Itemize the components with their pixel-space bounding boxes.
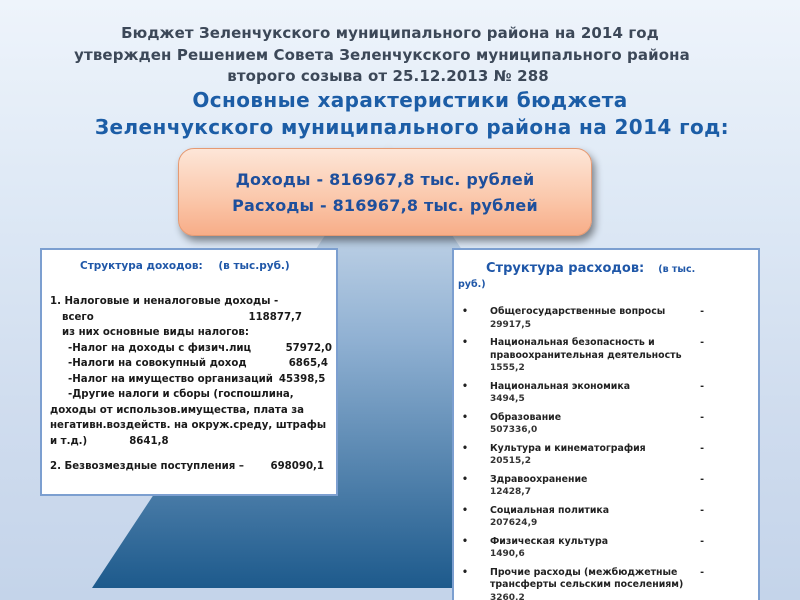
expense-item xyxy=(458,474,752,499)
expense-item-value: 507336,0 xyxy=(490,425,538,435)
expense-unit-part-1: (в тыс. xyxy=(658,264,696,275)
income-other-line-1: -Другие налоги и сборы (госпошлина, xyxy=(68,389,294,400)
expense-item-dash: - xyxy=(700,535,704,547)
expense-title: Структура расходов: xyxy=(486,261,645,276)
expense-item-label: Культура и кинематография xyxy=(490,442,646,454)
tax-value: 45398,5 xyxy=(278,373,326,385)
expense-item-dash: - xyxy=(700,411,704,423)
main-heading-line-2: Зеленчукского муниципального района на 2014 год: xyxy=(94,115,730,139)
expense-item-dash: - xyxy=(700,337,704,348)
income-title-row xyxy=(50,260,332,272)
expense-item xyxy=(458,412,752,437)
income-item-1-total-row xyxy=(50,310,332,326)
total-expense: Расходы - 816967,8 тыс. рублей xyxy=(232,196,538,215)
expense-item xyxy=(458,567,752,600)
tax-value: 57972,0 xyxy=(285,342,332,354)
bullet-icon: • xyxy=(462,411,468,423)
expense-item-label: Социальная политика xyxy=(490,504,610,516)
expense-item-value: 20515,2 xyxy=(490,456,531,466)
income-other-label: и т.д.) xyxy=(50,435,88,447)
bullet-icon: • xyxy=(462,442,468,454)
expense-item xyxy=(458,505,752,530)
expense-title-row xyxy=(458,260,752,279)
bullet-icon: • xyxy=(462,306,468,317)
expense-item-value: 3260,2 xyxy=(490,592,525,600)
expense-item-value: 29917,5 xyxy=(490,319,531,330)
expense-list xyxy=(458,306,752,600)
income-structure-panel xyxy=(40,248,338,496)
expense-item-value: 1490,6 xyxy=(490,549,525,559)
expense-item-dash: - xyxy=(700,380,704,392)
expense-item-label: Национальная экономика xyxy=(490,380,631,392)
expense-item-label: Образование xyxy=(490,411,562,423)
expense-item-dash: - xyxy=(700,442,704,454)
expense-item-value: 207624,9 xyxy=(490,518,538,528)
expense-item-value: 12428,7 xyxy=(490,487,531,497)
expense-item-label: Физическая культура xyxy=(490,535,609,547)
income-title: Структура доходов: xyxy=(80,260,203,272)
header-line-2: утвержден Решением Совета Зеленчукского муниципального района xyxy=(74,46,690,64)
income-unit: (в тыс.руб.) xyxy=(218,260,290,272)
income-tax-row xyxy=(50,341,332,357)
expense-structure-panel xyxy=(452,248,760,600)
expense-item-dash: - xyxy=(700,306,704,317)
bullet-icon: • xyxy=(462,337,468,348)
income-other-line-4 xyxy=(50,434,332,450)
header-line-3: второго созыва от 25.12.2013 № 288 xyxy=(227,67,549,85)
income-item-1-total-label: всего xyxy=(62,311,94,323)
income-item-1-label: 1. Налоговые и неналоговые доходы - xyxy=(50,296,279,307)
tax-label: -Налог на доходы с физич.лиц xyxy=(68,342,252,354)
income-item-2-value: 698090,1 xyxy=(270,461,324,472)
expense-item-label: Здравоохранение xyxy=(490,473,588,485)
expense-item-value: 1555,2 xyxy=(490,363,525,373)
income-taxes-subheading: из них основные виды налогов: xyxy=(62,327,249,338)
expense-item xyxy=(458,306,752,331)
expense-item xyxy=(458,536,752,561)
income-item-2-row xyxy=(50,459,332,475)
bullet-icon: • xyxy=(462,504,468,516)
bullet-icon: • xyxy=(462,473,468,485)
expense-item xyxy=(458,443,752,468)
bullet-icon: • xyxy=(462,566,468,578)
tax-label: -Налоги на совокупный доход xyxy=(68,358,247,369)
expense-item-dash: - xyxy=(700,504,704,516)
income-other-line-2: доходы от использов.имущества, плата за xyxy=(50,404,305,416)
bullet-icon: • xyxy=(462,380,468,392)
bullet-icon: • xyxy=(462,535,468,547)
income-other-line-3: негативн.воздейств. на окруж.среду, штрафы xyxy=(50,420,327,431)
expense-item-label: Прочие расходы (межбюджетные трансферты сельским поселениям) xyxy=(490,566,684,590)
tax-value: 6865,4 xyxy=(288,358,328,369)
expense-item-label: Общегосударственные вопросы xyxy=(490,306,666,317)
expense-item-dash: - xyxy=(700,473,704,485)
expense-unit-part-2: руб.) xyxy=(458,279,486,290)
income-tax-row xyxy=(50,356,332,372)
expense-item-label: Национальная безопасность и правоохранительная деятельность xyxy=(490,337,682,361)
expense-item-value: 3494,5 xyxy=(490,394,525,404)
income-item-1-total-value: 118877,7 xyxy=(248,311,302,323)
header-line-1: Бюджет Зеленчукского муниципального района на 2014 год xyxy=(121,24,659,42)
total-income: Доходы - 816967,8 тыс. рублей xyxy=(235,170,535,189)
expense-item-dash: - xyxy=(700,566,704,578)
tax-label: -Налог на имущество организаций xyxy=(68,373,273,385)
income-other-value: 8641,8 xyxy=(129,435,169,447)
budget-summary-box xyxy=(178,148,592,236)
expense-item xyxy=(458,381,752,406)
income-item-2-label: 2. Безвозмездные поступления – xyxy=(50,461,244,472)
expense-item xyxy=(458,337,752,375)
main-heading-line-1: Основные характеристики бюджета xyxy=(192,88,628,112)
income-tax-row xyxy=(50,372,332,388)
